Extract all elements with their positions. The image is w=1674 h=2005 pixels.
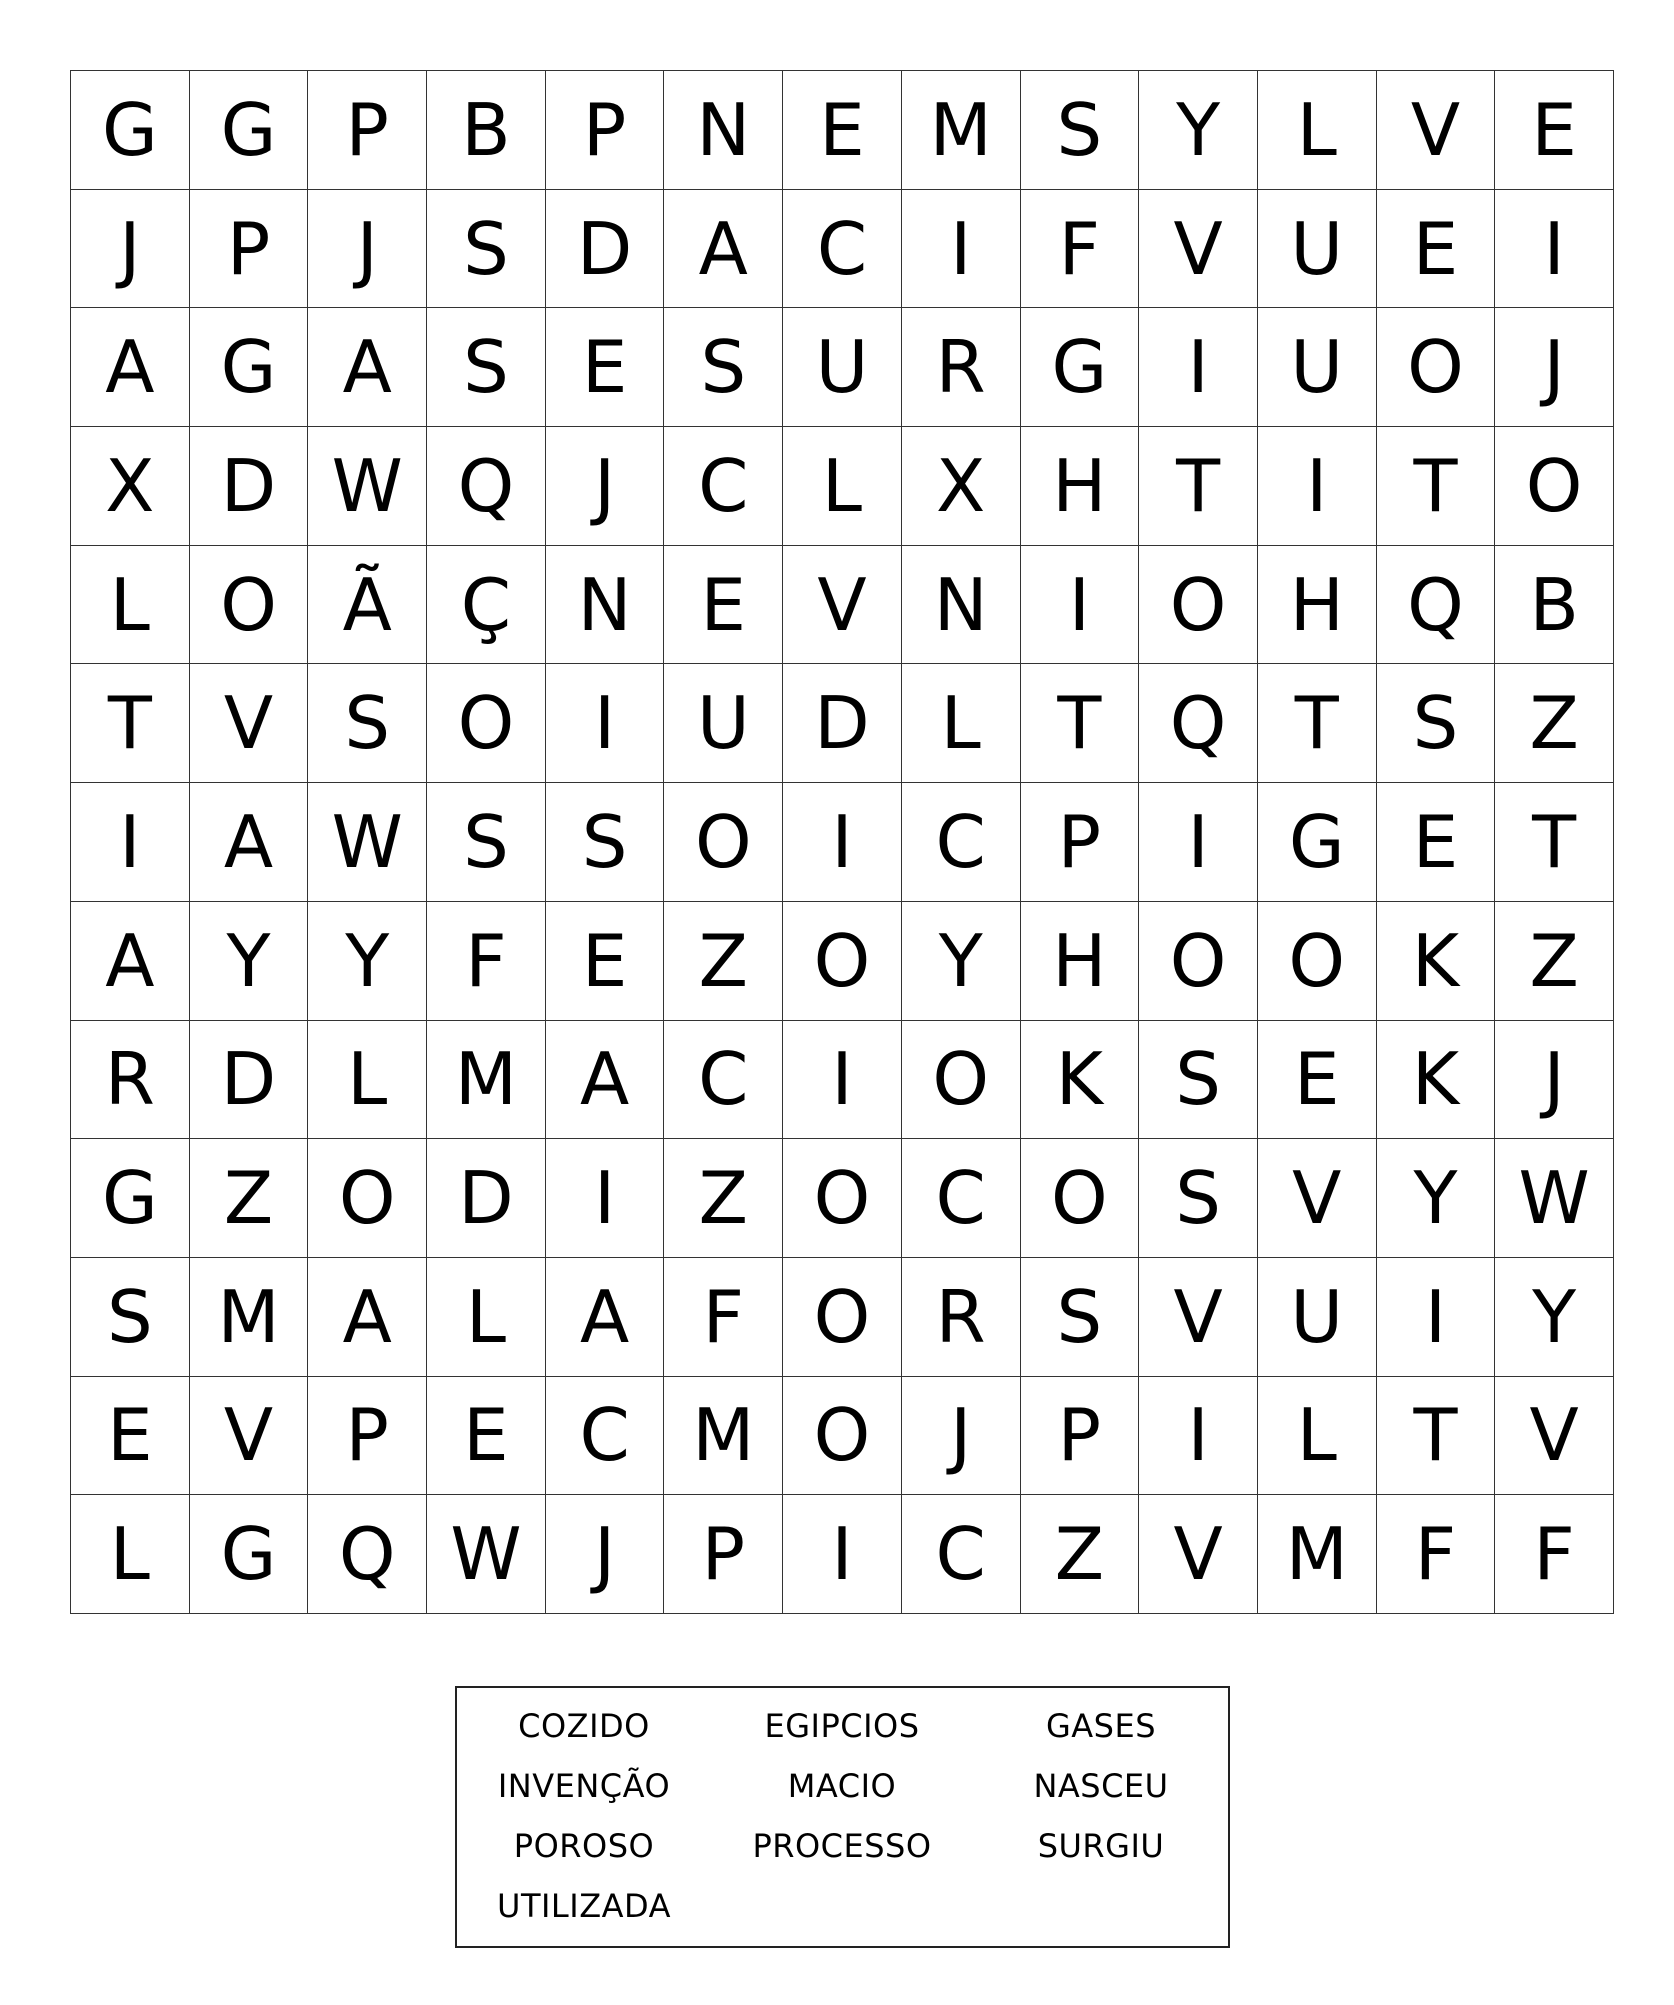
- word-list-item: NASCEU: [1033, 1767, 1169, 1805]
- grid-cell[interactable]: E: [1258, 1021, 1377, 1140]
- grid-cell[interactable]: U: [783, 308, 902, 427]
- grid-cell[interactable]: V: [1139, 190, 1258, 309]
- grid-cell[interactable]: F: [1377, 1495, 1496, 1614]
- grid-cell[interactable]: I: [1139, 783, 1258, 902]
- grid-cell[interactable]: T: [1139, 427, 1258, 546]
- grid-cell[interactable]: N: [902, 546, 1021, 665]
- grid-cell[interactable]: W: [1495, 1139, 1614, 1258]
- grid-cell[interactable]: T: [1377, 427, 1496, 546]
- word-list-item: POROSO: [513, 1827, 655, 1865]
- grid-cell[interactable]: Y: [1377, 1139, 1496, 1258]
- word-list-item: GASES: [1045, 1707, 1157, 1745]
- grid-cell[interactable]: S: [308, 664, 427, 783]
- word-list-item: MACIO: [787, 1767, 897, 1805]
- word-list: [455, 1686, 1230, 1948]
- grid-cell[interactable]: O: [1139, 902, 1258, 1021]
- grid-cell[interactable]: G: [190, 1495, 309, 1614]
- grid-cell[interactable]: I: [546, 664, 665, 783]
- grid-cell[interactable]: A: [190, 783, 309, 902]
- grid-cell[interactable]: E: [427, 1377, 546, 1496]
- grid-cell[interactable]: O: [664, 783, 783, 902]
- grid-cell[interactable]: S: [427, 783, 546, 902]
- grid-cell[interactable]: O: [1021, 1139, 1140, 1258]
- grid-cell[interactable]: P: [546, 71, 665, 190]
- grid-cell[interactable]: L: [308, 1021, 427, 1140]
- grid-cell[interactable]: P: [1021, 1377, 1140, 1496]
- grid-cell[interactable]: U: [1258, 190, 1377, 309]
- grid-cell[interactable]: I: [1021, 546, 1140, 665]
- grid-cell[interactable]: K: [1021, 1021, 1140, 1140]
- grid-cell[interactable]: J: [1495, 308, 1614, 427]
- grid-cell[interactable]: S: [1139, 1139, 1258, 1258]
- grid-cell[interactable]: I: [1377, 1258, 1496, 1377]
- grid-cell[interactable]: U: [664, 664, 783, 783]
- grid-cell[interactable]: F: [1495, 1495, 1614, 1614]
- grid-cell[interactable]: Y: [308, 902, 427, 1021]
- grid-cell[interactable]: O: [783, 902, 902, 1021]
- grid-cell[interactable]: M: [664, 1377, 783, 1496]
- grid-cell[interactable]: T: [71, 664, 190, 783]
- grid-cell[interactable]: J: [546, 427, 665, 546]
- grid-cell[interactable]: O: [902, 1021, 1021, 1140]
- grid-cell[interactable]: V: [1377, 71, 1496, 190]
- grid-cell[interactable]: T: [1495, 783, 1614, 902]
- grid-cell[interactable]: H: [1021, 902, 1140, 1021]
- grid-cell[interactable]: O: [1139, 546, 1258, 665]
- grid-cell[interactable]: G: [1021, 308, 1140, 427]
- grid-cell[interactable]: H: [1258, 546, 1377, 665]
- grid-cell[interactable]: I: [1258, 427, 1377, 546]
- grid-cell[interactable]: G: [71, 71, 190, 190]
- grid-cell[interactable]: P: [308, 71, 427, 190]
- grid-cell[interactable]: I: [546, 1139, 665, 1258]
- word-list-item: SURGIU: [1037, 1827, 1165, 1865]
- grid-cell[interactable]: Q: [308, 1495, 427, 1614]
- letter-grid: [70, 70, 1614, 1614]
- grid-cell[interactable]: E: [1495, 71, 1614, 190]
- grid-cell[interactable]: Q: [427, 427, 546, 546]
- grid-cell[interactable]: V: [1258, 1139, 1377, 1258]
- grid-cell[interactable]: Z: [664, 902, 783, 1021]
- grid-cell[interactable]: I: [902, 190, 1021, 309]
- grid-cell[interactable]: J: [308, 190, 427, 309]
- grid-cell[interactable]: O: [783, 1377, 902, 1496]
- grid-cell[interactable]: V: [783, 546, 902, 665]
- grid-cell[interactable]: S: [427, 190, 546, 309]
- grid-cell[interactable]: L: [902, 664, 1021, 783]
- grid-cell[interactable]: B: [1495, 546, 1614, 665]
- grid-cell[interactable]: Z: [1021, 1495, 1140, 1614]
- grid-cell[interactable]: I: [783, 1021, 902, 1140]
- grid-cell[interactable]: O: [1377, 308, 1496, 427]
- grid-cell[interactable]: U: [1258, 1258, 1377, 1377]
- grid-cell[interactable]: S: [1377, 664, 1496, 783]
- grid-cell[interactable]: E: [71, 1377, 190, 1496]
- grid-cell[interactable]: N: [546, 546, 665, 665]
- word-list-item: UTILIZADA: [497, 1887, 671, 1925]
- grid-cell[interactable]: L: [71, 1495, 190, 1614]
- grid-cell[interactable]: Q: [1139, 664, 1258, 783]
- grid-cell[interactable]: I: [783, 783, 902, 902]
- grid-cell[interactable]: V: [190, 1377, 309, 1496]
- grid-cell[interactable]: S: [1021, 71, 1140, 190]
- grid-cell[interactable]: L: [1258, 71, 1377, 190]
- grid-cell[interactable]: A: [308, 1258, 427, 1377]
- grid-cell[interactable]: R: [71, 1021, 190, 1140]
- grid-cell[interactable]: F: [664, 1258, 783, 1377]
- grid-cell[interactable]: B: [427, 71, 546, 190]
- grid-cell[interactable]: W: [308, 783, 427, 902]
- grid-cell[interactable]: R: [902, 308, 1021, 427]
- grid-cell[interactable]: H: [1021, 427, 1140, 546]
- grid-cell[interactable]: A: [546, 1021, 665, 1140]
- grid-cell[interactable]: D: [783, 664, 902, 783]
- grid-cell[interactable]: E: [664, 546, 783, 665]
- grid-cell[interactable]: V: [1495, 1377, 1614, 1496]
- grid-cell[interactable]: O: [1258, 902, 1377, 1021]
- grid-cell[interactable]: D: [427, 1139, 546, 1258]
- grid-cell[interactable]: P: [664, 1495, 783, 1614]
- grid-cell[interactable]: Y: [190, 902, 309, 1021]
- grid-cell[interactable]: X: [902, 427, 1021, 546]
- grid-cell[interactable]: A: [546, 1258, 665, 1377]
- grid-cell[interactable]: T: [1258, 664, 1377, 783]
- grid-cell[interactable]: C: [902, 1139, 1021, 1258]
- grid-cell[interactable]: M: [1258, 1495, 1377, 1614]
- grid-cell[interactable]: N: [664, 71, 783, 190]
- word-list-item: PROCESSO: [752, 1827, 932, 1865]
- grid-cell[interactable]: V: [190, 664, 309, 783]
- grid-cell[interactable]: C: [546, 1377, 665, 1496]
- grid-cell[interactable]: S: [664, 308, 783, 427]
- grid-cell[interactable]: I: [783, 1495, 902, 1614]
- grid-cell[interactable]: J: [546, 1495, 665, 1614]
- grid-cell[interactable]: T: [1377, 1377, 1496, 1496]
- grid-cell[interactable]: O: [783, 1258, 902, 1377]
- grid-cell[interactable]: Z: [1495, 664, 1614, 783]
- grid-cell[interactable]: E: [783, 71, 902, 190]
- grid-cell[interactable]: W: [308, 427, 427, 546]
- grid-cell[interactable]: P: [1021, 783, 1140, 902]
- grid-cell[interactable]: J: [71, 190, 190, 309]
- grid-cell[interactable]: C: [664, 427, 783, 546]
- grid-cell[interactable]: I: [1139, 308, 1258, 427]
- grid-cell[interactable]: S: [71, 1258, 190, 1377]
- grid-cell[interactable]: K: [1377, 902, 1496, 1021]
- grid-cell[interactable]: K: [1377, 1021, 1496, 1140]
- grid-cell[interactable]: I: [1495, 190, 1614, 309]
- grid-cell[interactable]: D: [190, 427, 309, 546]
- grid-cell[interactable]: O: [783, 1139, 902, 1258]
- grid-cell[interactable]: C: [664, 1021, 783, 1140]
- grid-cell[interactable]: O: [1495, 427, 1614, 546]
- grid-cell[interactable]: O: [427, 664, 546, 783]
- grid-cell[interactable]: C: [902, 1495, 1021, 1614]
- grid-cell[interactable]: Q: [1377, 546, 1496, 665]
- grid-cell[interactable]: F: [1021, 190, 1140, 309]
- grid-cell[interactable]: T: [1021, 664, 1140, 783]
- grid-cell[interactable]: E: [546, 902, 665, 1021]
- grid-cell[interactable]: G: [190, 71, 309, 190]
- grid-cell[interactable]: A: [71, 308, 190, 427]
- word-list-item: INVENÇÃO: [497, 1767, 671, 1805]
- grid-cell[interactable]: O: [308, 1139, 427, 1258]
- grid-cell[interactable]: S: [1139, 1021, 1258, 1140]
- grid-cell[interactable]: Z: [664, 1139, 783, 1258]
- grid-cell[interactable]: A: [308, 308, 427, 427]
- grid-cell[interactable]: Y: [1139, 71, 1258, 190]
- grid-cell[interactable]: Z: [190, 1139, 309, 1258]
- grid-cell[interactable]: C: [783, 190, 902, 309]
- grid-cell[interactable]: M: [902, 71, 1021, 190]
- grid-cell[interactable]: P: [308, 1377, 427, 1496]
- grid-cell[interactable]: J: [902, 1377, 1021, 1496]
- grid-cell[interactable]: Y: [1495, 1258, 1614, 1377]
- grid-cell[interactable]: V: [1139, 1495, 1258, 1614]
- word-list-item: EGIPCIOS: [764, 1707, 920, 1745]
- grid-cell[interactable]: S: [427, 308, 546, 427]
- grid-cell[interactable]: E: [1377, 190, 1496, 309]
- grid-cell[interactable]: Ã: [308, 546, 427, 665]
- grid-cell[interactable]: Z: [1495, 902, 1614, 1021]
- grid-cell[interactable]: J: [1495, 1021, 1614, 1140]
- grid-cell[interactable]: I: [71, 783, 190, 902]
- grid-cell[interactable]: L: [427, 1258, 546, 1377]
- grid-cell[interactable]: S: [546, 783, 665, 902]
- grid-cell[interactable]: E: [1377, 783, 1496, 902]
- grid-cell[interactable]: R: [902, 1258, 1021, 1377]
- grid-cell[interactable]: M: [190, 1258, 309, 1377]
- grid-cell[interactable]: A: [71, 902, 190, 1021]
- grid-cell[interactable]: G: [1258, 783, 1377, 902]
- word-list-item: COZIDO: [518, 1707, 650, 1745]
- grid-cell[interactable]: U: [1258, 308, 1377, 427]
- grid-cell[interactable]: F: [427, 902, 546, 1021]
- grid-cell[interactable]: C: [902, 783, 1021, 902]
- grid-cell[interactable]: P: [190, 190, 309, 309]
- grid-cell[interactable]: M: [427, 1021, 546, 1140]
- grid-cell[interactable]: Y: [902, 902, 1021, 1021]
- grid-cell[interactable]: O: [190, 546, 309, 665]
- grid-cell[interactable]: W: [427, 1495, 546, 1614]
- grid-cell[interactable]: G: [71, 1139, 190, 1258]
- grid-cell[interactable]: G: [190, 308, 309, 427]
- grid-cell[interactable]: D: [190, 1021, 309, 1140]
- grid-cell[interactable]: L: [71, 546, 190, 665]
- grid-cell[interactable]: Ç: [427, 546, 546, 665]
- grid-cell[interactable]: I: [1139, 1377, 1258, 1496]
- grid-cell[interactable]: V: [1139, 1258, 1258, 1377]
- grid-cell[interactable]: L: [783, 427, 902, 546]
- grid-cell[interactable]: L: [1258, 1377, 1377, 1496]
- grid-cell[interactable]: S: [1021, 1258, 1140, 1377]
- grid-cell[interactable]: A: [664, 190, 783, 309]
- grid-cell[interactable]: E: [546, 308, 665, 427]
- grid-cell[interactable]: D: [546, 190, 665, 309]
- grid-cell[interactable]: X: [71, 427, 190, 546]
